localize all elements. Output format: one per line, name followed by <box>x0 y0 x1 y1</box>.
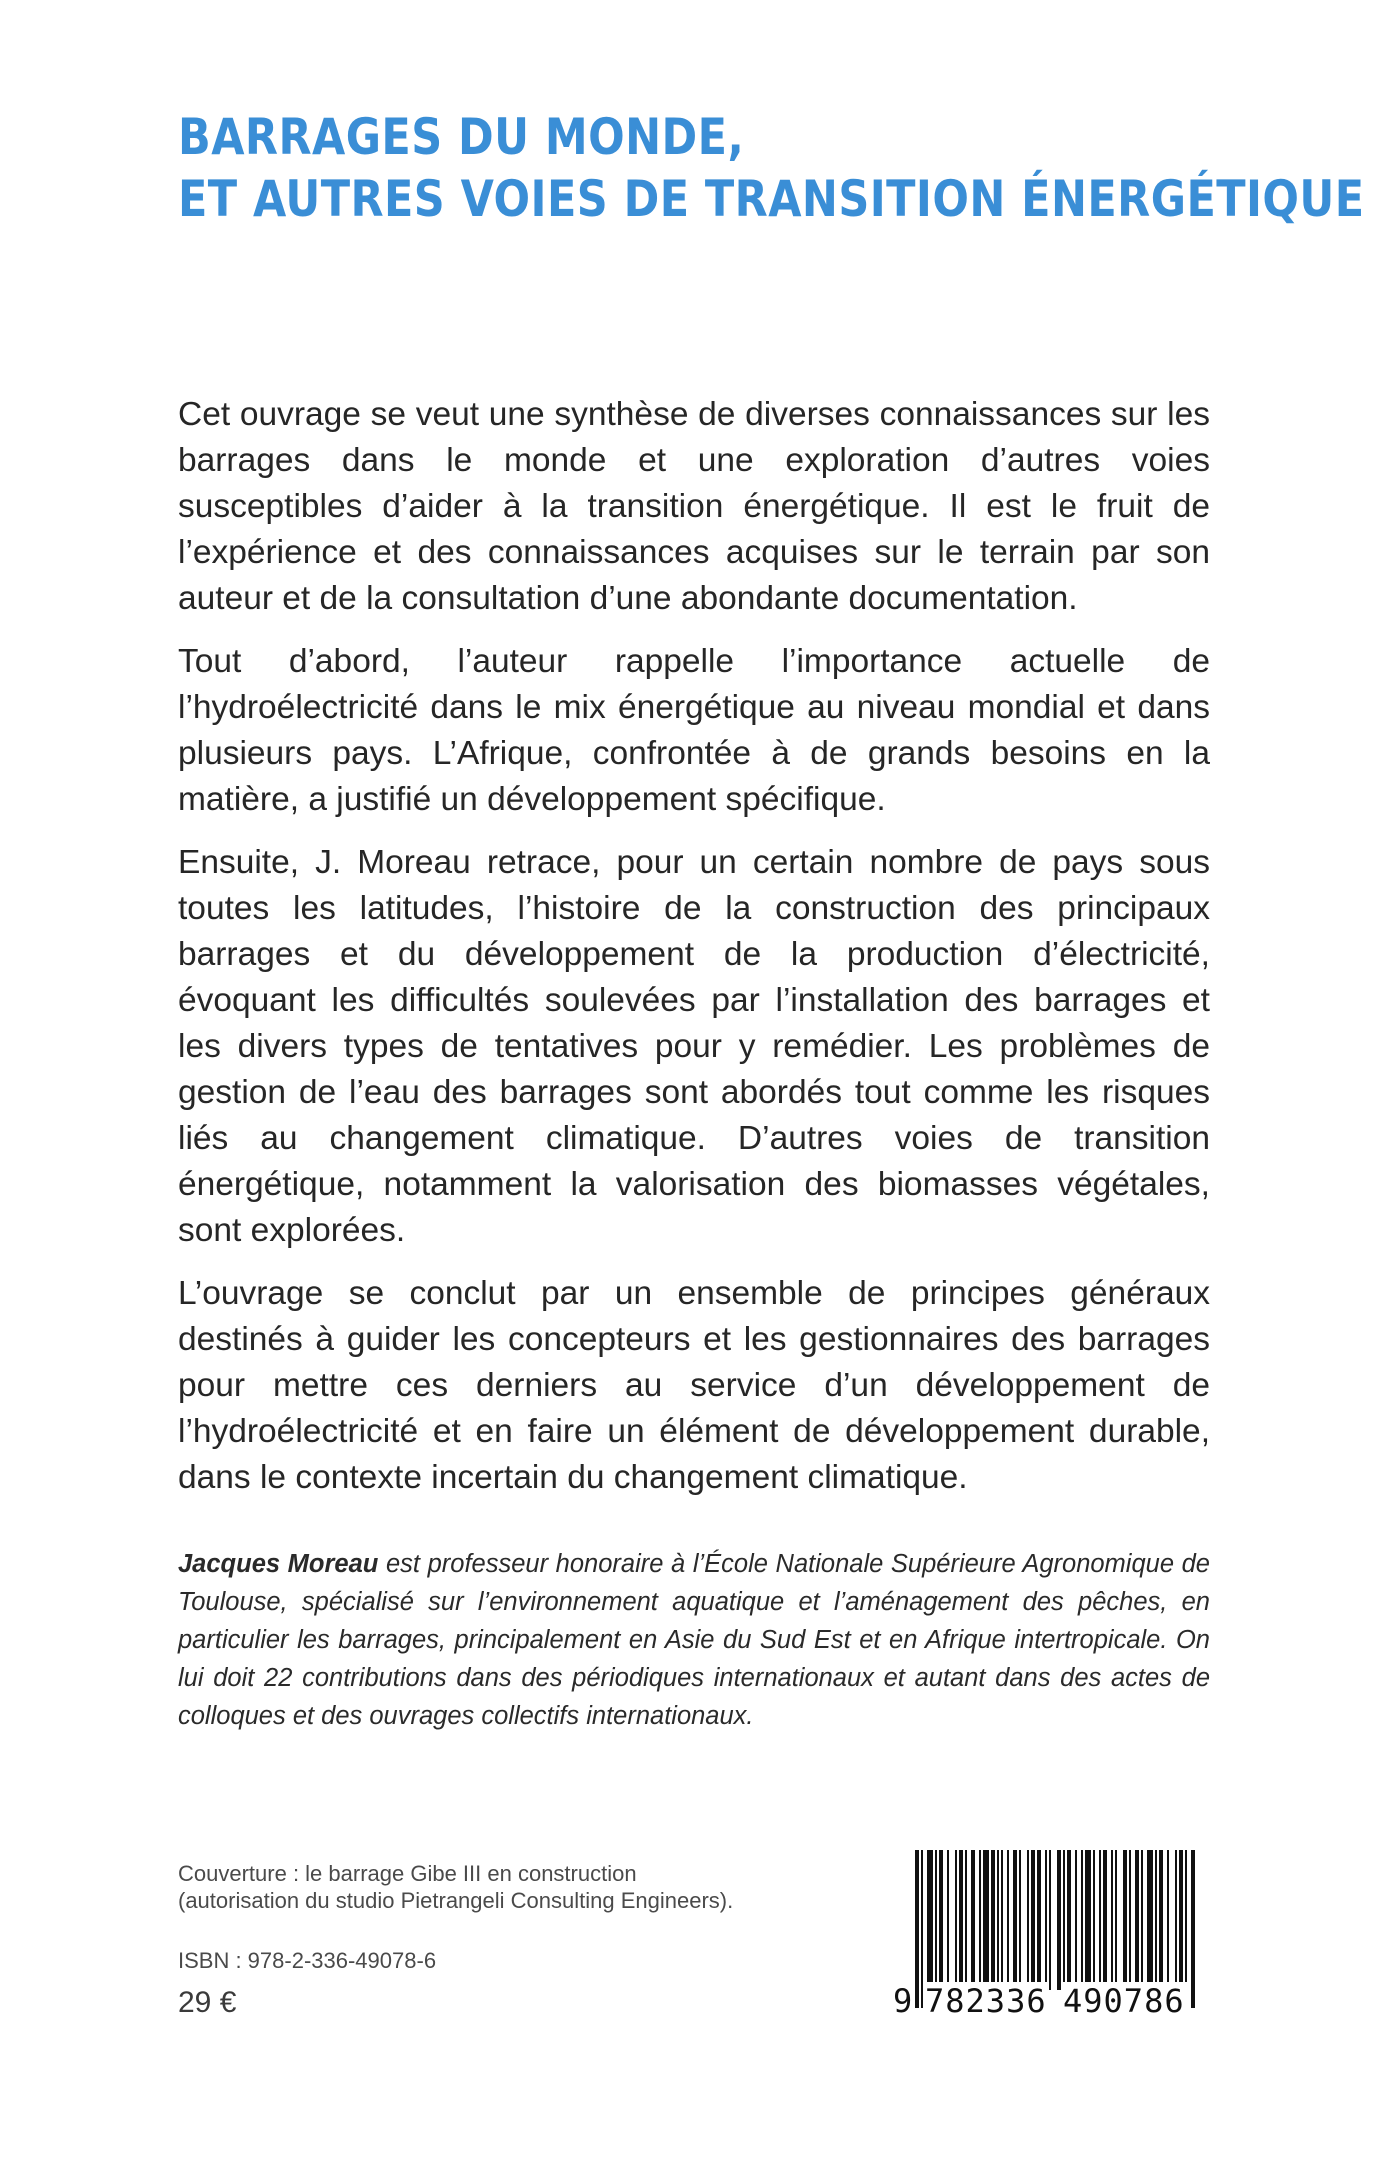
barcode-bar <box>983 1850 989 1990</box>
barcode-bar <box>1049 1850 1051 1990</box>
barcode-bar <box>1103 1850 1107 1990</box>
cover-credit-line-2: (autorisation du studio Pietrangeli Consulting Engineers). <box>178 1888 734 1913</box>
barcode-bar <box>1001 1850 1003 1990</box>
summary-paragraph-3: Ensuite, J. Moreau retrace, pour un certain nombre de pays sous toutes les latitudes, l’histoire de la construction des principaux barrages et du développement de la production d’électricité, évoquant les difficultés soulevées par l’installation des barrages et les divers types de tentatives pour y remédier. Les problèmes de gestion de l’eau des barrages sont abordés tout comme les risques liés au changement climatique. D’autres voies de transition énergétique, notamment la valorisation des biomasses végétales, sont explorées. <box>178 844 1210 1249</box>
author-bio-text: est professeur honoraire à l’École Nationale Supérieure Agronomique de Toulouse, spécialisé sur l’environnement aquatique et l’aménagement des pêches, en particulier les barrages, principalement en Asie du Sud Est et en Afrique intertropicale. On lui doit 22 contributions dans des périodiques internationaux et autant dans des actes de colloques et des ouvrages collectifs internationaux. <box>178 1550 1210 1730</box>
barcode-bar <box>935 1850 937 1990</box>
barcode-bar <box>1111 1850 1113 1990</box>
cover-credit-line-1: Couverture : le barrage Gibe III en construction <box>178 1861 637 1886</box>
barcode-bar <box>1099 1850 1101 1990</box>
barcode-bar <box>947 1850 949 1990</box>
barcode-bar <box>927 1850 933 1990</box>
book-title <box>178 106 1365 230</box>
barcode-bar <box>1075 1850 1077 1990</box>
barcode-bar <box>971 1850 975 1990</box>
barcode-bar <box>1167 1850 1169 1990</box>
price: 29 € <box>178 1986 237 2019</box>
barcode-bar <box>1135 1850 1139 1990</box>
title-line-2: ET AUTRES VOIES DE TRANSITION ÉNERGÉTIQUE <box>178 170 1365 228</box>
barcode-bar <box>959 1850 963 1990</box>
barcode-first-digit: 9 <box>893 1982 914 2020</box>
barcode-bar <box>1191 1850 1195 2008</box>
barcode-bar <box>1013 1850 1017 1990</box>
barcode-bar <box>939 1850 943 1990</box>
barcode-group-1: 782336 <box>925 1982 1047 2020</box>
barcode-bar <box>1081 1850 1083 1990</box>
barcode-bar <box>1067 1850 1071 1990</box>
barcode-bar <box>1085 1850 1091 1990</box>
summary <box>178 392 1210 1518</box>
barcode-bar <box>1129 1850 1131 1990</box>
summary-paragraph-2: Tout d’abord, l’auteur rappelle l’importance actuelle de l’hydroélectricité dans le mix énergétique au niveau mondial et dans plusieurs pays. L’Afrique, confrontée à de grands besoins en la matière, a justifié un développement spécifique. <box>178 643 1210 818</box>
barcode-bar <box>1093 1850 1095 1990</box>
barcode-bar <box>1123 1850 1127 1990</box>
barcode-bar <box>965 1850 967 1990</box>
barcode-bar <box>1147 1850 1153 1990</box>
barcode-bar <box>915 1850 919 2008</box>
barcode-bar <box>979 1850 981 1990</box>
barcode-bar <box>1141 1850 1143 1990</box>
barcode-bar <box>1037 1850 1041 1990</box>
barcode-bar <box>1179 1850 1183 1990</box>
barcode-bar <box>1057 1850 1061 1990</box>
summary-paragraph-4: L’ouvrage se conclut par un ensemble de principes généraux destinés à guider les concepteurs et les gestionnaires des barrages pour mettre ces derniers au service d’un développement de l’hydroélectricité et en faire un élément de développement durable, dans le contexte incertain du changement climatique. <box>178 1275 1210 1496</box>
barcode-bar <box>1175 1850 1177 1990</box>
barcode-bar <box>955 1850 957 1990</box>
barcode-bar <box>1155 1850 1157 1990</box>
isbn: ISBN : 978-2-336-49078-6 <box>178 1948 437 1973</box>
barcode-bar <box>1115 1850 1117 1990</box>
barcode-bar <box>991 1850 995 1990</box>
barcode-group-2: 490786 <box>1063 1982 1185 2020</box>
cover-credits <box>178 1860 878 1914</box>
author-name: Jacques Moreau <box>178 1550 379 1578</box>
barcode-bar <box>1019 1850 1021 1990</box>
barcode-bar <box>1063 1850 1065 1990</box>
barcode-bar <box>997 1850 999 1990</box>
barcode-bar <box>1159 1850 1163 1990</box>
author-bio <box>178 1545 1210 1735</box>
barcode-bar <box>1007 1850 1009 1990</box>
title-line-1: BARRAGES DU MONDE, <box>178 108 745 166</box>
summary-paragraph-1: Cet ouvrage se veut une synthèse de diverses connaissances sur les barrages dans le monde et une exploration d’autres voies susceptibles d’aider à la transition énergétique. Il est le fruit de l’expérience et des connaissances acquises sur le terrain par son auteur et de la consultation d’une abondante documentation. <box>178 396 1210 617</box>
barcode-bar <box>1185 1850 1187 1990</box>
barcode-bar <box>1045 1850 1047 1990</box>
